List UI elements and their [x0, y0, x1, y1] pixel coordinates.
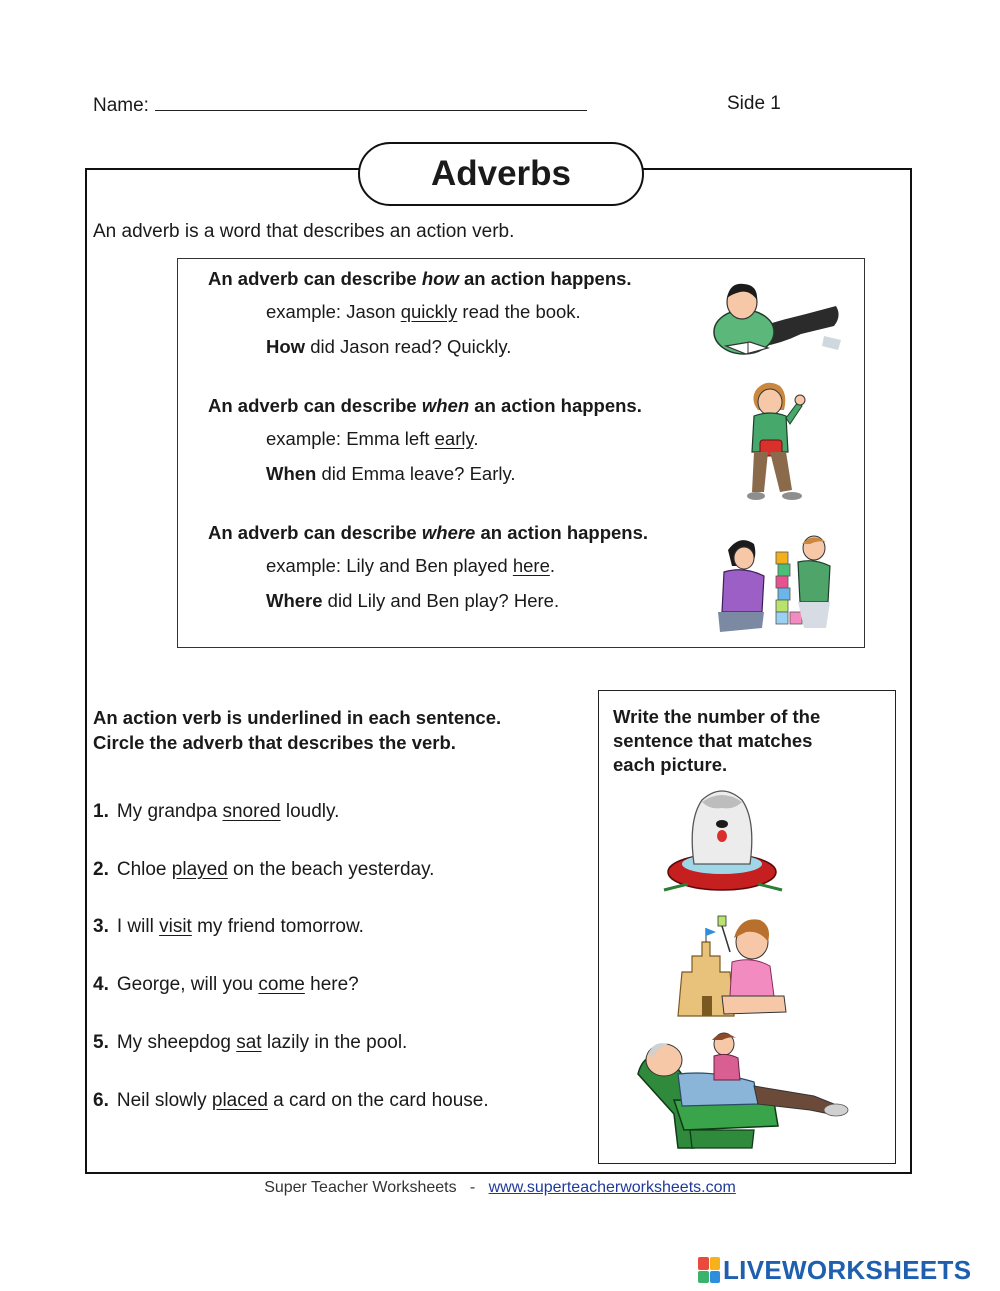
rule-example-how — [266, 301, 581, 323]
instruction-line: each picture. — [613, 754, 728, 775]
sentence-verb: placed — [211, 1090, 268, 1111]
rule-heading-when — [208, 395, 642, 417]
sentence-item[interactable] — [93, 974, 359, 996]
rule-question-when — [266, 463, 516, 485]
sentence-text[interactable]: loudly. — [280, 801, 340, 822]
question-word: When — [266, 463, 317, 484]
sentence-text: I will — [116, 916, 160, 937]
sandcastle-girl-picture[interactable] — [674, 912, 790, 1024]
sentence-text: a card on the card house. — [267, 1090, 489, 1111]
sentence-verb: snored — [222, 801, 281, 822]
name-line[interactable] — [155, 93, 587, 111]
question-text: did Jason read? Quickly. — [305, 336, 512, 357]
example-text: example: Lily and Ben played — [266, 555, 513, 576]
side-label: Side 1 — [727, 93, 781, 114]
sentence-text[interactable]: on the beach yesterday. — [227, 859, 435, 880]
sentence-number: 6. — [93, 1090, 109, 1111]
example-adverb: here — [512, 555, 550, 576]
rule-heading-text: An adverb can describe — [208, 522, 422, 543]
sheepdog-pool-picture[interactable] — [658, 780, 786, 904]
instruction-line: An action verb is underlined in each sentence. — [93, 707, 502, 728]
rule-heading-text: an action happens. — [458, 268, 632, 289]
example-text: example: Emma left — [266, 428, 435, 449]
logo-block-green — [698, 1271, 709, 1284]
sentence-item[interactable] — [93, 916, 364, 938]
sentence-text: George, will you — [116, 974, 259, 995]
instruction-line: sentence that matches — [613, 730, 813, 751]
name-field — [93, 93, 587, 117]
intro-text: An adverb is a word that describes an action verb. — [93, 221, 515, 242]
rule-heading-text: an action happens. — [475, 522, 649, 543]
boy-reading-illustration — [706, 276, 846, 360]
sentence-number: 2. — [93, 859, 109, 880]
sentence-text[interactable]: here? — [304, 974, 359, 995]
instruction-line: Write the number of the — [613, 706, 821, 727]
sentence-text: My sheepdog — [116, 1032, 237, 1053]
rule-heading-emphasis: how — [421, 268, 459, 289]
logo-block-blue — [710, 1271, 721, 1284]
name-label: Name: — [93, 95, 149, 116]
example-text: example: Jason — [266, 301, 401, 322]
sentence-text: Chloe — [116, 859, 172, 880]
grandpa-snoring-picture[interactable] — [634, 1030, 850, 1154]
rule-heading-text: an action happens. — [469, 395, 642, 416]
rule-heading-how — [208, 268, 632, 290]
example-adverb: quickly — [400, 301, 458, 322]
rule-question-where — [266, 590, 559, 612]
rule-heading-text: An adverb can describe — [208, 268, 422, 289]
sentence-text[interactable]: lazily in the pool. — [261, 1032, 408, 1053]
rule-example-where — [266, 555, 555, 577]
kids-playing-illustration — [714, 532, 842, 640]
sentence-text[interactable]: Neil slowly — [116, 1090, 212, 1111]
girl-leaving-illustration — [740, 380, 812, 508]
question-word: Where — [266, 590, 323, 611]
sentence-verb: sat — [236, 1032, 262, 1053]
exercise-instructions — [93, 705, 501, 755]
sentence-text: My grandpa — [116, 801, 223, 822]
example-adverb: early — [434, 428, 474, 449]
rule-heading-emphasis: when — [421, 395, 470, 416]
sentence-item[interactable] — [93, 1032, 407, 1054]
rule-heading-text: An adverb can describe — [208, 395, 422, 416]
logo-block-yellow — [710, 1257, 721, 1270]
sentence-text[interactable]: my friend tomorrow. — [191, 916, 364, 937]
sentence-verb: played — [171, 859, 228, 880]
page-title: Adverbs — [358, 142, 644, 206]
rule-example-when — [266, 428, 479, 450]
footer-link[interactable]: www.superteacherworksheets.com — [488, 1179, 736, 1196]
rule-heading-where — [208, 522, 648, 544]
sentence-number: 5. — [93, 1032, 109, 1053]
footer-source: Super Teacher Worksheets - — [264, 1179, 489, 1196]
example-text: read the book. — [457, 301, 581, 322]
sentence-verb: come — [258, 974, 305, 995]
example-text: . — [549, 555, 555, 576]
rule-heading-emphasis: where — [421, 522, 476, 543]
sentence-number: 4. — [93, 974, 109, 995]
logo-block-red — [698, 1257, 709, 1270]
match-instructions — [613, 705, 883, 777]
question-text: did Emma leave? Early. — [316, 463, 516, 484]
liveworksheets-logo[interactable] — [698, 1255, 971, 1285]
sentence-item[interactable] — [93, 859, 434, 881]
example-text: . — [473, 428, 479, 449]
sentence-item[interactable] — [93, 1090, 489, 1112]
question-word: How — [266, 336, 306, 357]
sentence-number: 1. — [93, 801, 109, 822]
brand-logo-icon — [698, 1257, 720, 1283]
brand-name: LIVEWORKSHEETS — [723, 1254, 972, 1285]
instruction-line: Circle the adverb that describes the verb. — [93, 732, 456, 753]
rule-question-how — [266, 336, 511, 358]
footer — [0, 1179, 1000, 1197]
sentence-verb: visit — [159, 916, 192, 937]
question-text: did Lily and Ben play? Here. — [322, 590, 560, 611]
sentence-number: 3. — [93, 916, 109, 937]
sentence-item[interactable] — [93, 801, 339, 823]
